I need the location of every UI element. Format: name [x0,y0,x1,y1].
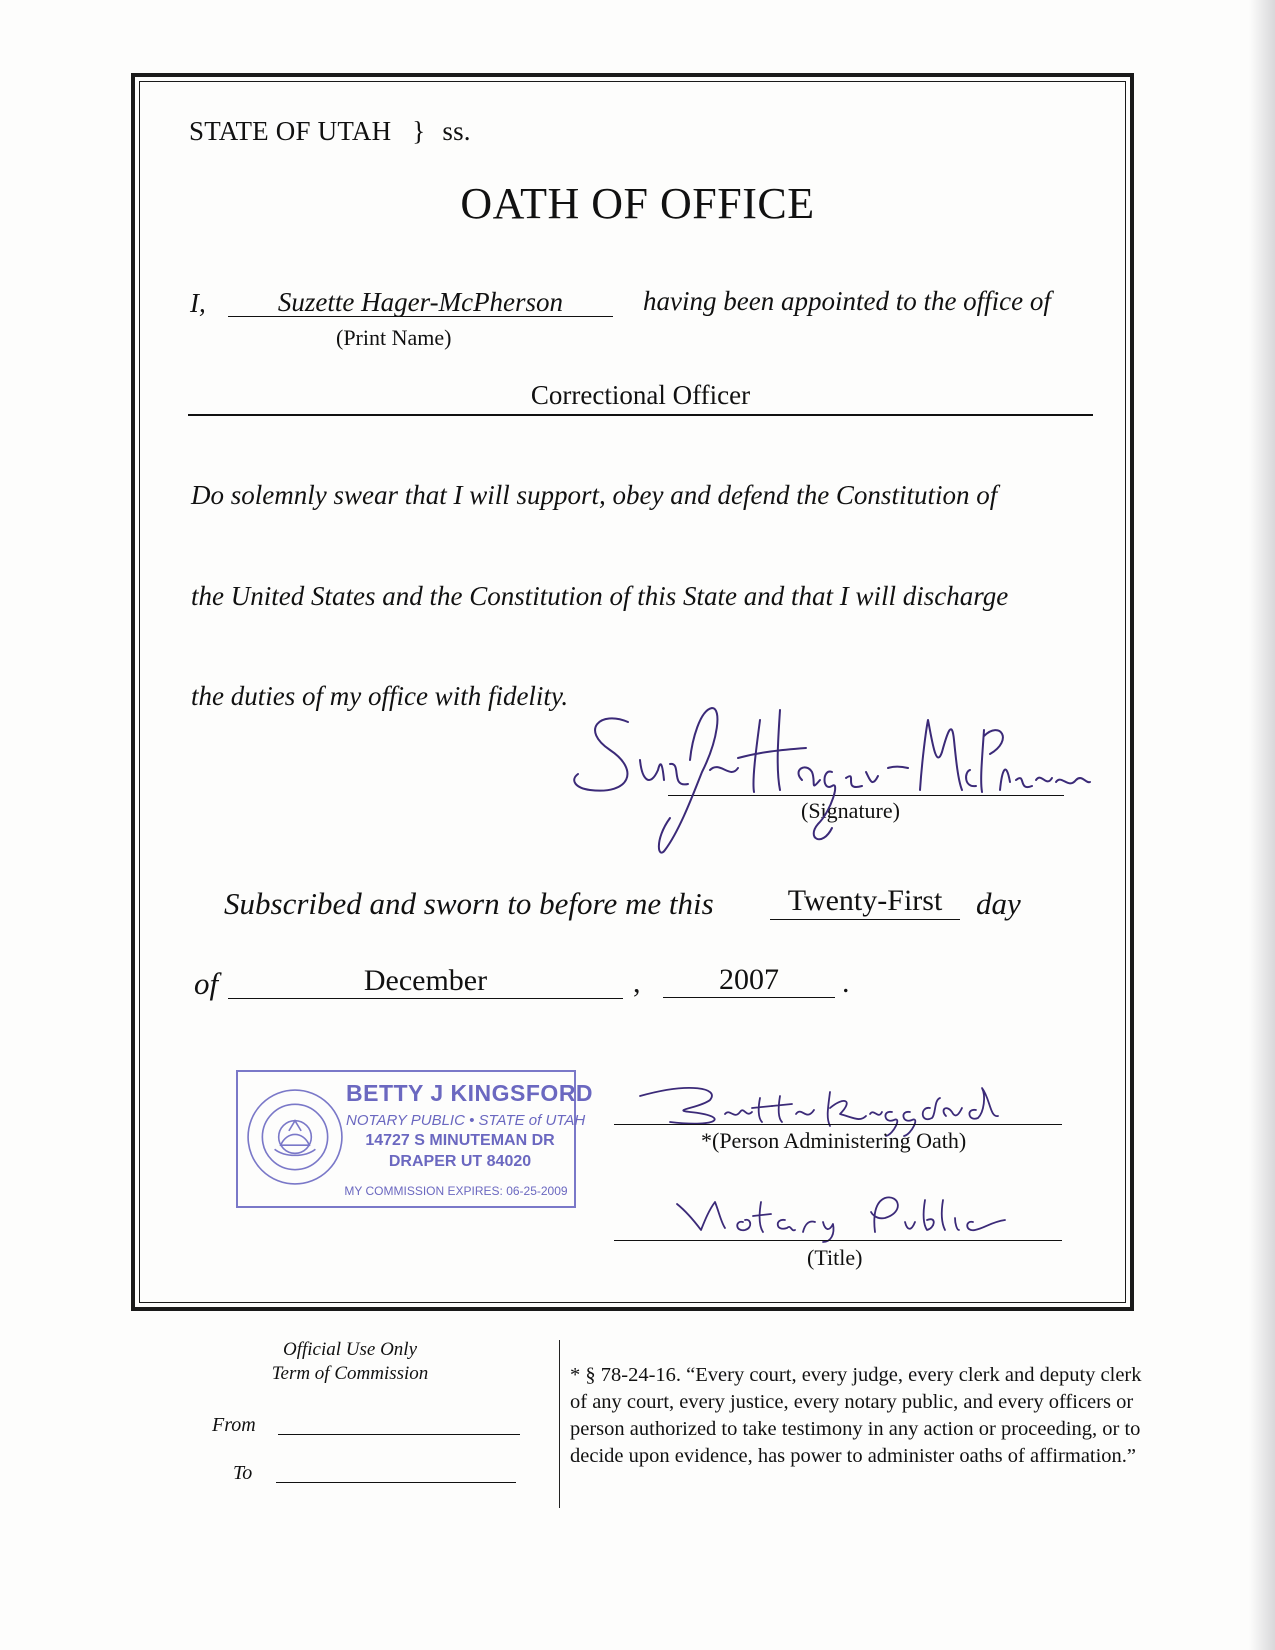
day-word: day [976,886,1021,921]
date-comma: , [633,966,641,999]
footer-divider [559,1340,560,1508]
notary-stamp [236,1070,594,1208]
print-name-label: (Print Name) [336,325,452,350]
state-heading [189,116,471,147]
print-name-underline [228,316,613,317]
month-underline [228,998,623,999]
office-underline [188,414,1093,416]
print-name-value: Suzette Hager-McPherson [277,287,564,317]
statute-note: * § 78-24-16. “Every court, every judge, every clerk and deputy clerk of any court, every justice, every notary public, and every officers or person authorized to take testimony in any action or proceeding, or to decide upon evidence, has power to administer oaths of affirmation.” [570,1364,1142,1467]
title-line [614,1240,1062,1241]
year-value: 2007 [719,963,779,996]
i-label: I, [190,288,206,318]
from-label: From [212,1414,256,1436]
stamp-street: 14727 S MINUTEMAN DR [365,1132,555,1149]
state-ss: ss. [442,116,471,146]
document-title: OATH OF OFFICE [460,179,815,228]
office-value: Correctional Officer [530,380,751,410]
administrator-line [614,1124,1062,1125]
state-brace: } [412,116,426,146]
stamp-notary-name: BETTY J KINGSFORD [346,1080,594,1106]
stamp-commission-expires: MY COMMISSION EXPIRES: 06-25-2009 [344,1184,568,1198]
term-of-commission-heading: Term of Commission [271,1363,429,1384]
scan-edge-shadow [1249,0,1275,1650]
date-period: . [842,966,850,999]
month-value: December [363,964,488,997]
of-word: of [194,966,219,1001]
state-name: STATE OF UTAH [189,116,392,146]
oath-line-1: Do solemnly swear that I will support, obey and defend the Constitution of [191,480,998,510]
day-value: Twenty-First [787,884,943,917]
state-seal-icon [244,1086,346,1188]
administrator-label: *(Person Administering Oath) [701,1128,967,1153]
applicant-signature [570,700,1090,890]
stamp-city: DRAPER UT 84020 [388,1153,532,1170]
oath-line-3: the duties of my office with fidelity. [191,681,569,711]
appointed-text: having been appointed to the office of [643,286,1051,316]
to-line [276,1482,516,1483]
administrator-title-handwriting [675,1192,1055,1244]
oath-line-2: the United States and the Constitution of this State and that I will discharge [191,581,1009,611]
title-label: (Title) [807,1245,863,1270]
from-line [278,1434,520,1435]
official-use-heading: Official Use Only [282,1339,418,1360]
signature-label: (Signature) [801,798,900,823]
to-label: To [233,1462,253,1484]
day-underline [770,919,960,920]
subscribed-text: Subscribed and sworn to before me this [224,886,714,921]
year-underline [663,997,835,998]
stamp-notary-public: NOTARY PUBLIC • STATE of UTAH [346,1112,586,1129]
